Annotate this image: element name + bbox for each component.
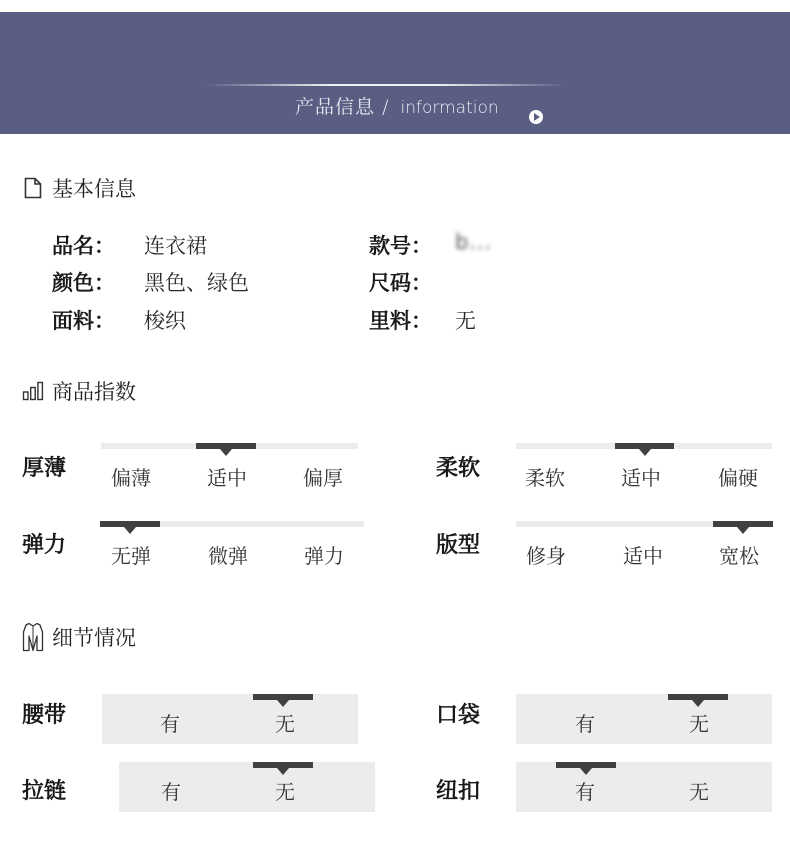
- detail-option: 有: [575, 780, 595, 804]
- field-value-obscured: b...: [455, 230, 493, 254]
- detail-option: 有: [161, 780, 181, 804]
- play-arrow-icon[interactable]: [529, 110, 543, 124]
- scale-selected-marker: [713, 521, 773, 527]
- detail-option: 无: [275, 712, 295, 736]
- detail-option: 有: [575, 712, 595, 736]
- detail-label-button: 纽扣: [436, 779, 481, 804]
- section-title: 细节情况: [52, 626, 136, 650]
- info-field-fabric: [52, 305, 186, 335]
- section-heading-indices: [22, 376, 136, 406]
- banner-title-en: information: [400, 98, 499, 118]
- section-title: 商品指数: [52, 380, 136, 404]
- section-title: 基本信息: [52, 177, 136, 201]
- scale-option: 适中: [207, 466, 247, 490]
- scale-option: 宽松: [719, 544, 759, 568]
- scale-option: 适中: [623, 544, 663, 568]
- scale-selected-marker: [100, 521, 160, 527]
- field-label: 面料：: [52, 309, 115, 333]
- metric-scale-elasticity: [100, 521, 364, 571]
- field-value: 梭织: [144, 309, 186, 333]
- info-field-size: [369, 267, 455, 297]
- bar-chart-icon: [22, 378, 44, 404]
- field-label: 里料：: [369, 309, 432, 333]
- field-label: 品名：: [52, 234, 115, 258]
- scale-option: 偏硬: [718, 466, 758, 490]
- info-field-name: [52, 230, 207, 260]
- section-heading-details: [22, 622, 136, 652]
- scale-option: 微弹: [208, 544, 248, 568]
- metric-label-thickness: 厚薄: [22, 456, 67, 481]
- metric-scale-softness: [516, 443, 772, 493]
- detail-selected-marker: [253, 694, 313, 700]
- detail-option-box-button: [516, 762, 772, 812]
- info-field-color: [52, 267, 249, 297]
- banner-decorative-line: [205, 84, 565, 86]
- banner-separator: /: [382, 96, 390, 118]
- detail-label-pocket: 口袋: [436, 703, 481, 728]
- field-label: 颜色：: [52, 271, 115, 295]
- metric-label-fit: 版型: [436, 533, 481, 558]
- detail-selected-marker: [668, 694, 728, 700]
- scale-option: 无弹: [111, 544, 151, 568]
- detail-option-box-belt: [102, 694, 358, 744]
- detail-option: 有: [160, 712, 180, 736]
- metric-label-softness: 柔软: [436, 456, 481, 481]
- detail-label-zipper: 拉链: [22, 779, 67, 804]
- info-field-lining: [369, 305, 476, 335]
- detail-option-box-zipper: [119, 762, 375, 812]
- scale-option: 偏厚: [303, 466, 343, 490]
- detail-selected-marker: [253, 762, 313, 768]
- scale-selected-marker: [196, 443, 256, 449]
- metric-label-elasticity: 弹力: [22, 533, 67, 558]
- detail-option: 无: [689, 780, 709, 804]
- detail-selected-marker: [556, 762, 616, 768]
- section-heading-basic-info: [22, 173, 136, 203]
- header-banner: [0, 12, 790, 134]
- banner-title: [295, 92, 499, 119]
- scale-option: 修身: [526, 544, 566, 568]
- banner-title-cn: 产品信息: [295, 96, 376, 118]
- field-label: 款号：: [369, 234, 432, 258]
- detail-option: 无: [689, 712, 709, 736]
- field-value: 无: [455, 309, 476, 333]
- document-icon: [22, 175, 44, 201]
- metric-scale-thickness: [101, 443, 358, 493]
- detail-option-box-pocket: [516, 694, 772, 744]
- metric-scale-fit: [516, 521, 773, 571]
- field-value: 连衣裙: [144, 234, 207, 258]
- scale-option: 适中: [621, 466, 661, 490]
- field-label: 尺码：: [369, 271, 432, 295]
- detail-label-belt: 腰带: [22, 703, 67, 728]
- info-field-style-number: [369, 230, 492, 260]
- field-value: 黑色、绿色: [144, 271, 249, 295]
- scale-selected-marker: [615, 443, 674, 449]
- coat-icon: [22, 624, 44, 650]
- scale-option: 弹力: [304, 544, 344, 568]
- scale-option: 柔软: [525, 466, 565, 490]
- detail-option: 无: [275, 780, 295, 804]
- scale-option: 偏薄: [111, 466, 151, 490]
